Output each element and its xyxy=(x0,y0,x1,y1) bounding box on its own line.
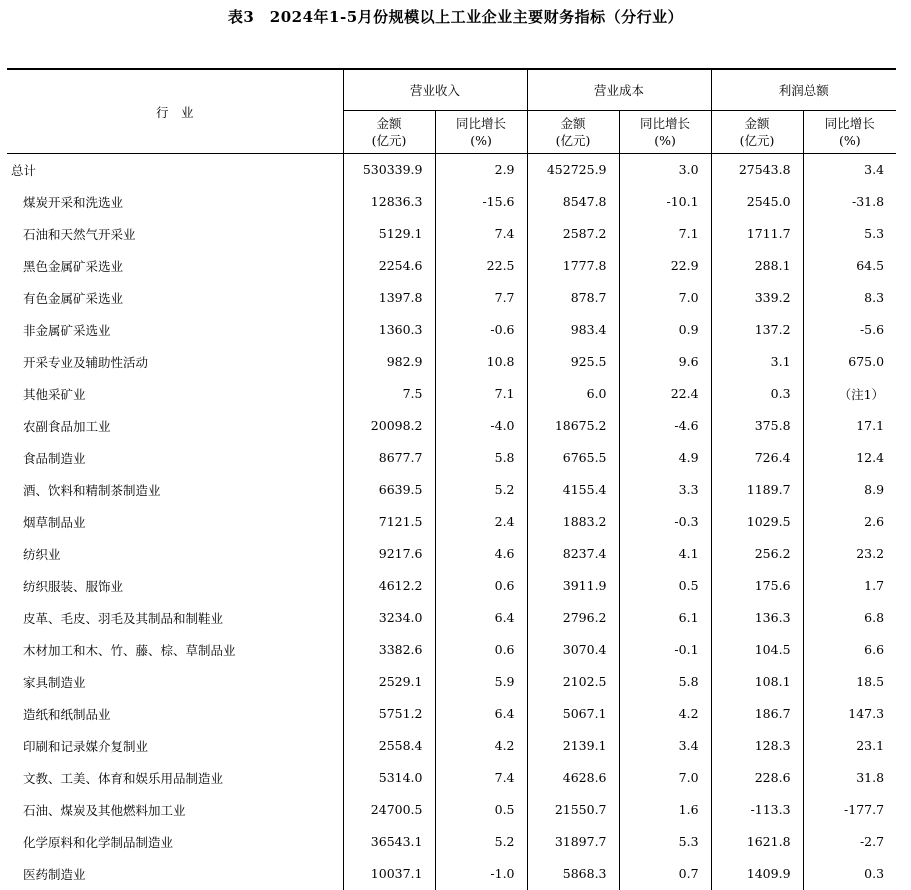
cell-rev-growth: 7.7 xyxy=(435,282,527,314)
cell-profit-growth: 3.4 xyxy=(803,154,896,186)
cell-rev: 530339.9 xyxy=(343,154,435,186)
cell-rev: 5129.1 xyxy=(343,218,435,250)
cell-cost: 452725.9 xyxy=(527,154,619,186)
table-row xyxy=(7,698,896,730)
cost-amount-header: 金额 (亿元) xyxy=(527,111,619,154)
cell-cost-growth: 1.6 xyxy=(619,794,711,826)
cell-profit-growth: 6.6 xyxy=(803,634,896,666)
cell-cost-growth: 3.4 xyxy=(619,730,711,762)
cell-rev-growth: 5.8 xyxy=(435,442,527,474)
cell-profit-growth: 0.3 xyxy=(803,858,896,890)
cell-rev: 2558.4 xyxy=(343,730,435,762)
table-row xyxy=(7,570,896,602)
cell-rev-growth: 10.8 xyxy=(435,346,527,378)
revenue-header: 营业收入 xyxy=(343,69,527,111)
industry-name: 食品制造业 xyxy=(23,450,86,466)
cell-rev: 2254.6 xyxy=(343,250,435,282)
cell-profit-growth: 31.8 xyxy=(803,762,896,794)
profit-growth-header: 同比增长 (%) xyxy=(803,111,896,154)
cell-profit-growth: 675.0 xyxy=(803,346,896,378)
cell-rev: 10037.1 xyxy=(343,858,435,890)
cell-profit-growth: 23.2 xyxy=(803,538,896,570)
industry-name: 医药制造业 xyxy=(23,866,86,882)
table-title: 表3 2024年1-5月份规模以上工业企业主要财务指标（分行业） xyxy=(227,8,684,26)
industry-name: 烟草制品业 xyxy=(23,514,86,530)
industry-name: 酒、饮料和精制茶制造业 xyxy=(23,482,161,498)
industry-name: 总计 xyxy=(11,162,37,178)
cell-profit: 1621.8 xyxy=(711,826,803,858)
cell-cost: 4155.4 xyxy=(527,474,619,506)
table-row xyxy=(7,442,896,474)
cell-profit-growth: 2.6 xyxy=(803,506,896,538)
cell-cost: 3070.4 xyxy=(527,634,619,666)
cell-cost-growth: 7.0 xyxy=(619,762,711,794)
cell-cost: 3911.9 xyxy=(527,570,619,602)
cell-rev: 4612.2 xyxy=(343,570,435,602)
cell-cost: 1777.8 xyxy=(527,250,619,282)
cell-cost: 5868.3 xyxy=(527,858,619,890)
cell-cost-growth: 0.9 xyxy=(619,314,711,346)
cell-rev: 7.5 xyxy=(343,378,435,410)
cell-rev: 20098.2 xyxy=(343,410,435,442)
cell-rev: 9217.6 xyxy=(343,538,435,570)
table-row xyxy=(7,474,896,506)
cell-profit: 104.5 xyxy=(711,634,803,666)
cell-rev-growth: 4.2 xyxy=(435,730,527,762)
cell-profit: 2545.0 xyxy=(711,186,803,218)
cell-rev: 982.9 xyxy=(343,346,435,378)
cell-profit: 339.2 xyxy=(711,282,803,314)
cell-cost: 31897.7 xyxy=(527,826,619,858)
cell-profit-growth: 1.7 xyxy=(803,570,896,602)
table-row xyxy=(7,346,896,378)
table-row xyxy=(7,634,896,666)
cell-rev-growth: 7.4 xyxy=(435,762,527,794)
table-row xyxy=(7,506,896,538)
cell-rev: 2529.1 xyxy=(343,666,435,698)
cell-profit-growth: 17.1 xyxy=(803,410,896,442)
profit-amount-header: 金额 (亿元) xyxy=(711,111,803,154)
cell-profit: 228.6 xyxy=(711,762,803,794)
cell-rev: 7121.5 xyxy=(343,506,435,538)
cell-rev-growth: 4.6 xyxy=(435,538,527,570)
cell-rev-growth: 6.4 xyxy=(435,698,527,730)
cell-profit-growth: 147.3 xyxy=(803,698,896,730)
table-row xyxy=(7,762,896,794)
cell-cost: 8237.4 xyxy=(527,538,619,570)
cell-profit: 136.3 xyxy=(711,602,803,634)
cell-cost-growth: 3.3 xyxy=(619,474,711,506)
table-row xyxy=(7,602,896,634)
industry-name: 非金属矿采选业 xyxy=(23,322,111,338)
industry-name: 黑色金属矿采选业 xyxy=(23,258,124,274)
cell-profit: 1189.7 xyxy=(711,474,803,506)
cell-cost-growth: 7.0 xyxy=(619,282,711,314)
cell-rev-growth: -1.0 xyxy=(435,858,527,890)
cell-profit-growth: 8.9 xyxy=(803,474,896,506)
cell-cost: 878.7 xyxy=(527,282,619,314)
cell-profit-growth: 6.8 xyxy=(803,602,896,634)
cost-header: 营业成本 xyxy=(527,69,711,111)
cell-cost: 5067.1 xyxy=(527,698,619,730)
industry-name: 开采专业及辅助性活动 xyxy=(23,354,149,370)
industry-name: 皮革、毛皮、羽毛及其制品和制鞋业 xyxy=(23,610,224,626)
cell-rev: 1360.3 xyxy=(343,314,435,346)
industry-name: 家具制造业 xyxy=(23,674,86,690)
table-row xyxy=(7,314,896,346)
profit-header: 利润总额 xyxy=(711,69,896,111)
cell-profit: 128.3 xyxy=(711,730,803,762)
cell-cost-growth: 5.3 xyxy=(619,826,711,858)
cell-profit: 726.4 xyxy=(711,442,803,474)
cell-rev-growth: -4.0 xyxy=(435,410,527,442)
financial-indicators-table xyxy=(7,68,896,890)
industry-name: 有色金属矿采选业 xyxy=(23,290,124,306)
cell-profit-growth: 64.5 xyxy=(803,250,896,282)
industry-name: 煤炭开采和洗选业 xyxy=(23,194,124,210)
cell-rev-growth: -15.6 xyxy=(435,186,527,218)
table-row xyxy=(7,826,896,858)
cell-profit: 256.2 xyxy=(711,538,803,570)
cell-profit: 1029.5 xyxy=(711,506,803,538)
cell-rev-growth: 5.2 xyxy=(435,474,527,506)
cell-cost-growth: 4.2 xyxy=(619,698,711,730)
cell-profit-growth: 5.3 xyxy=(803,218,896,250)
cell-profit: 288.1 xyxy=(711,250,803,282)
cell-cost: 4628.6 xyxy=(527,762,619,794)
table-row xyxy=(7,282,896,314)
cell-cost-growth: -0.1 xyxy=(619,634,711,666)
cell-cost: 6.0 xyxy=(527,378,619,410)
industry-name: 纺织业 xyxy=(23,546,61,562)
cell-cost: 6765.5 xyxy=(527,442,619,474)
cost-growth-header: 同比增长 (%) xyxy=(619,111,711,154)
industry-name: 其他采矿业 xyxy=(23,386,86,402)
industry-name: 石油和天然气开采业 xyxy=(23,226,136,242)
cell-cost: 2139.1 xyxy=(527,730,619,762)
industry-name: 石油、煤炭及其他燃料加工业 xyxy=(23,802,186,818)
cell-cost-growth: 6.1 xyxy=(619,602,711,634)
cell-cost-growth: 4.9 xyxy=(619,442,711,474)
cell-cost-growth: 22.4 xyxy=(619,378,711,410)
cell-cost-growth: 7.1 xyxy=(619,218,711,250)
cell-rev-growth: 0.6 xyxy=(435,570,527,602)
cell-rev-growth: -0.6 xyxy=(435,314,527,346)
industry-name: 木材加工和木、竹、藤、棕、草制品业 xyxy=(23,642,236,658)
cell-rev-growth: 0.6 xyxy=(435,634,527,666)
cell-rev: 6639.5 xyxy=(343,474,435,506)
cell-profit: -113.3 xyxy=(711,794,803,826)
industry-name: 文教、工美、体育和娱乐用品制造业 xyxy=(23,770,224,786)
cell-profit: 0.3 xyxy=(711,378,803,410)
cell-rev: 8677.7 xyxy=(343,442,435,474)
cell-profit-growth: -5.6 xyxy=(803,314,896,346)
cell-profit: 186.7 xyxy=(711,698,803,730)
cell-rev: 5314.0 xyxy=(343,762,435,794)
table-row xyxy=(7,794,896,826)
industry-name: 化学原料和化学制品制造业 xyxy=(23,834,174,850)
table-row xyxy=(7,666,896,698)
cell-rev: 3234.0 xyxy=(343,602,435,634)
cell-cost: 2796.2 xyxy=(527,602,619,634)
cell-rev-growth: 7.1 xyxy=(435,378,527,410)
cell-profit-growth: -2.7 xyxy=(803,826,896,858)
revenue-amount-header: 金额 (亿元) xyxy=(343,111,435,154)
total-row xyxy=(7,154,896,186)
cell-cost: 925.5 xyxy=(527,346,619,378)
table-row xyxy=(7,410,896,442)
cell-cost-growth: 5.8 xyxy=(619,666,711,698)
cell-cost-growth: 22.9 xyxy=(619,250,711,282)
cell-profit: 1409.9 xyxy=(711,858,803,890)
industry-name: 纺织服装、服饰业 xyxy=(23,578,124,594)
cell-cost-growth: 9.6 xyxy=(619,346,711,378)
cell-cost: 18675.2 xyxy=(527,410,619,442)
cell-rev-growth: 7.4 xyxy=(435,218,527,250)
industry-header: 行 业 xyxy=(7,69,343,154)
cell-profit-growth: （注1） xyxy=(803,378,896,410)
cell-cost-growth: -10.1 xyxy=(619,186,711,218)
cell-cost-growth: -0.3 xyxy=(619,506,711,538)
cell-rev: 3382.6 xyxy=(343,634,435,666)
cell-rev: 1397.8 xyxy=(343,282,435,314)
cell-cost: 1883.2 xyxy=(527,506,619,538)
cell-profit-growth: 18.5 xyxy=(803,666,896,698)
cell-cost: 2587.2 xyxy=(527,218,619,250)
cell-rev-growth: 5.9 xyxy=(435,666,527,698)
cell-cost: 2102.5 xyxy=(527,666,619,698)
cell-cost: 983.4 xyxy=(527,314,619,346)
cell-rev-growth: 22.5 xyxy=(435,250,527,282)
cell-cost-growth: 0.7 xyxy=(619,858,711,890)
cell-rev-growth: 2.9 xyxy=(435,154,527,186)
cell-profit: 27543.8 xyxy=(711,154,803,186)
cell-cost: 21550.7 xyxy=(527,794,619,826)
cell-rev-growth: 6.4 xyxy=(435,602,527,634)
revenue-growth-header: 同比增长 (%) xyxy=(435,111,527,154)
table-row xyxy=(7,730,896,762)
table-row xyxy=(7,186,896,218)
cell-profit: 137.2 xyxy=(711,314,803,346)
table-row xyxy=(7,858,896,890)
cell-rev: 36543.1 xyxy=(343,826,435,858)
table-row xyxy=(7,250,896,282)
cell-profit-growth: 23.1 xyxy=(803,730,896,762)
table-row xyxy=(7,538,896,570)
industry-name: 造纸和纸制品业 xyxy=(23,706,111,722)
cell-profit-growth: -31.8 xyxy=(803,186,896,218)
cell-profit: 3.1 xyxy=(711,346,803,378)
cell-rev: 24700.5 xyxy=(343,794,435,826)
cell-profit-growth: 8.3 xyxy=(803,282,896,314)
cell-rev: 12836.3 xyxy=(343,186,435,218)
cell-cost-growth: 3.0 xyxy=(619,154,711,186)
cell-profit: 375.8 xyxy=(711,410,803,442)
cell-cost-growth: 0.5 xyxy=(619,570,711,602)
cell-profit: 1711.7 xyxy=(711,218,803,250)
cell-rev-growth: 5.2 xyxy=(435,826,527,858)
table-row xyxy=(7,218,896,250)
table-row xyxy=(7,378,896,410)
cell-rev-growth: 2.4 xyxy=(435,506,527,538)
cell-cost: 8547.8 xyxy=(527,186,619,218)
cell-cost-growth: 4.1 xyxy=(619,538,711,570)
cell-rev: 5751.2 xyxy=(343,698,435,730)
cell-profit: 108.1 xyxy=(711,666,803,698)
industry-name: 农副食品加工业 xyxy=(23,418,111,434)
cell-cost-growth: -4.6 xyxy=(619,410,711,442)
cell-profit: 175.6 xyxy=(711,570,803,602)
cell-rev-growth: 0.5 xyxy=(435,794,527,826)
cell-profit-growth: -177.7 xyxy=(803,794,896,826)
industry-name: 印刷和记录媒介复制业 xyxy=(23,738,149,754)
cell-profit-growth: 12.4 xyxy=(803,442,896,474)
